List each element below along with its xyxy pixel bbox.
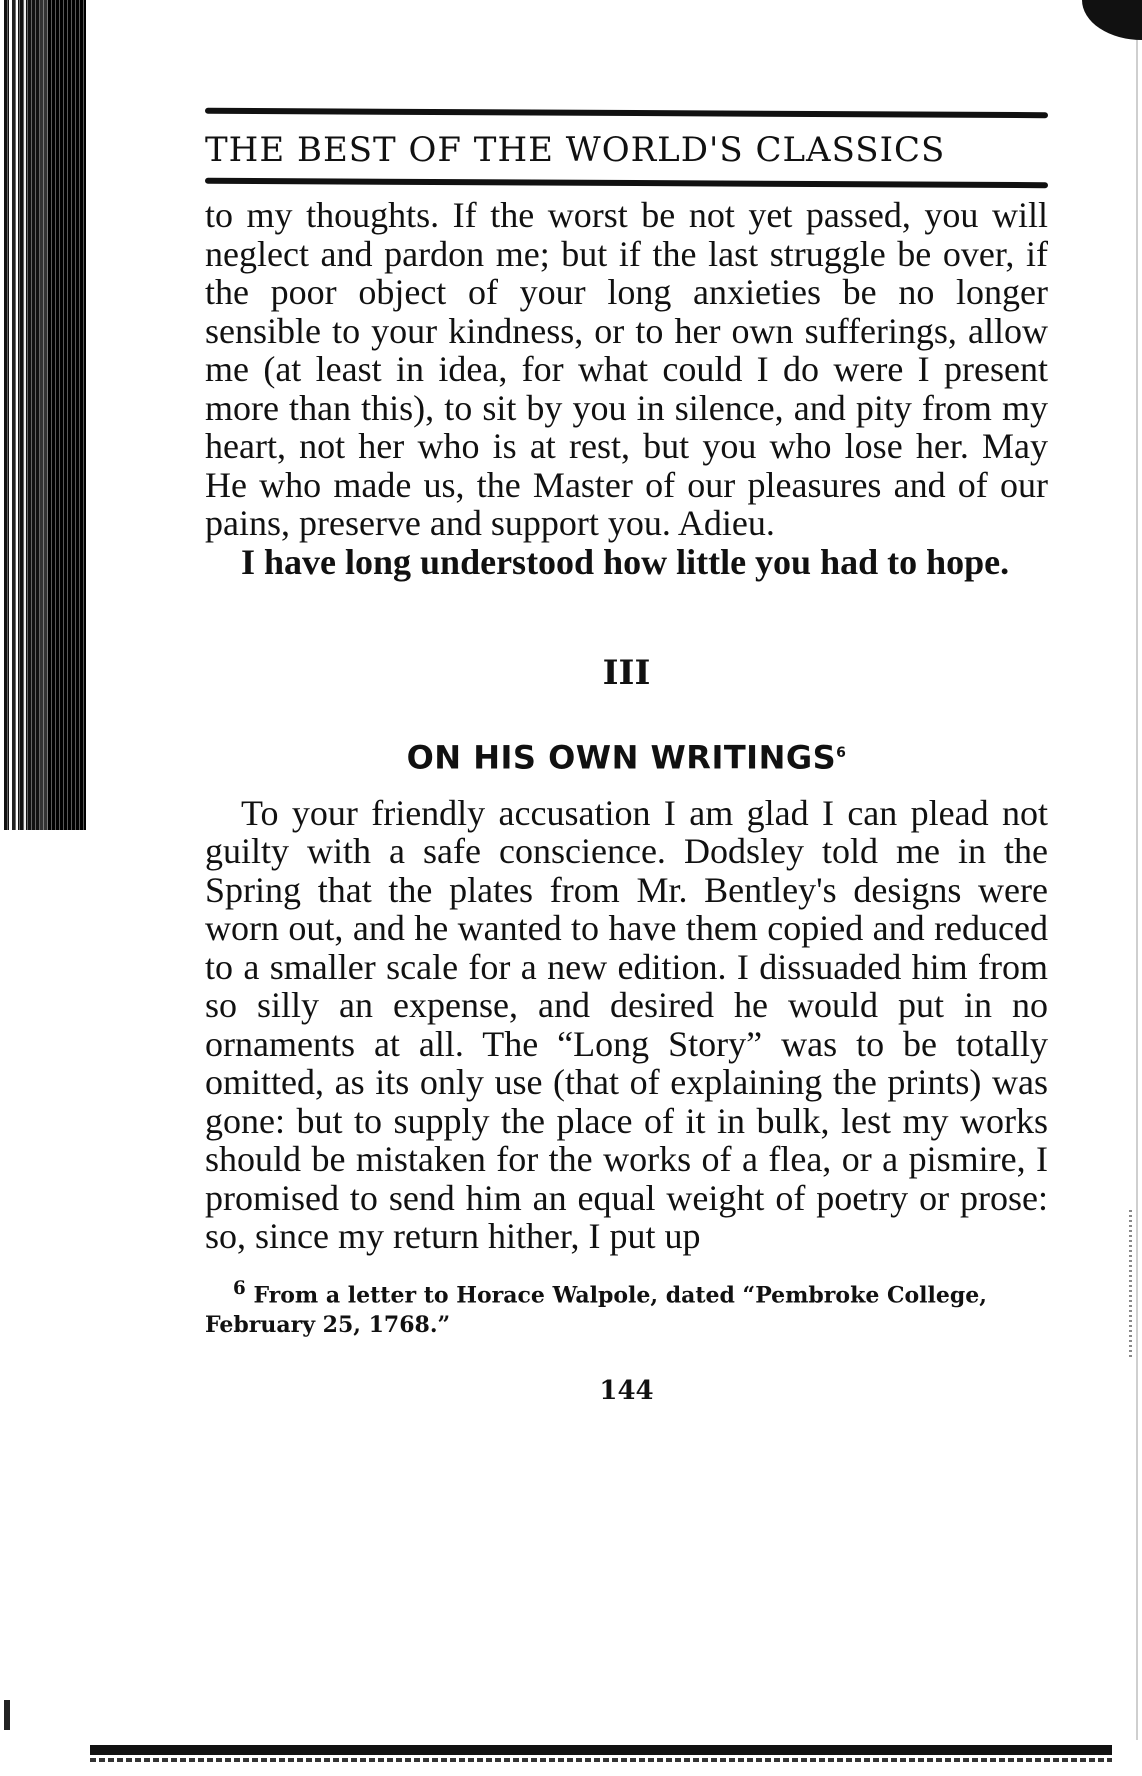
header-rule-bottom xyxy=(205,178,1048,188)
section-footnote-marker: 6 xyxy=(836,745,847,761)
footnote-marker: 6 xyxy=(233,1277,246,1299)
footnote xyxy=(205,1274,1048,1340)
body-text-main xyxy=(205,794,1048,1256)
body-text-top xyxy=(205,196,1048,581)
footnote-text: From a letter to Horace Walpole, dated “Pembroke College, February 25, 1768.” xyxy=(205,1281,987,1338)
page-edge-texture xyxy=(1129,1210,1132,1360)
paragraph-main: To your friendly accusation I am glad I can plead not guilty with a safe conscience. Dodsley told me in the Spring that the plates from Mr. Bentley's designs were worn out, and he wanted to have them copied and reduced to a smaller scale for a new edition. I dissuaded him from so silly an expense, and desired he would put in no ornaments at all. The “Long Story” was to be totally omitted, as its only use (that of explaining the prints) was gone: but to supply the place of it in bulk, lest my works should be mistaken for the works of a flea, or a pismire, I promised to send him an equal weight of poetry or prose: so, since my return hither, I put up xyxy=(205,792,1048,1257)
paragraph-closing: I have long understood how little you had to hope. xyxy=(241,541,1010,582)
page-corner-shadow xyxy=(1082,0,1142,40)
bottom-edge-texture xyxy=(90,1758,1112,1762)
page-number: 144 xyxy=(599,1375,654,1406)
bottom-edge-shadow xyxy=(90,1745,1112,1755)
running-head: THE BEST OF THE WORLD'S CLASSICS xyxy=(205,130,946,170)
book-page xyxy=(205,110,1048,1406)
header-rule-top xyxy=(205,108,1048,118)
section-title xyxy=(205,733,1048,778)
section-number: III xyxy=(602,653,651,693)
paragraph-continuation: to my thoughts. If the worst be not yet passed, you will neglect and pardon me; but if the last struggle be over, if the poor object of your long anxieties be no longer sensible to your kindness, or to her own sufferings, allow me (at least in idea, for what could I do were I present more than this), to sit by you in silence, and pity from my heart, not her who is at rest, but you who lose her. May He who made us, the Master of our pleasures and of our pains, preserve and support you. Adieu. xyxy=(205,195,1048,543)
section-title-text: ON HIS OWN WRITINGS xyxy=(406,738,837,777)
scan-mark xyxy=(4,1700,10,1730)
page-edge xyxy=(1136,40,1138,1740)
spine-texture xyxy=(0,0,88,830)
